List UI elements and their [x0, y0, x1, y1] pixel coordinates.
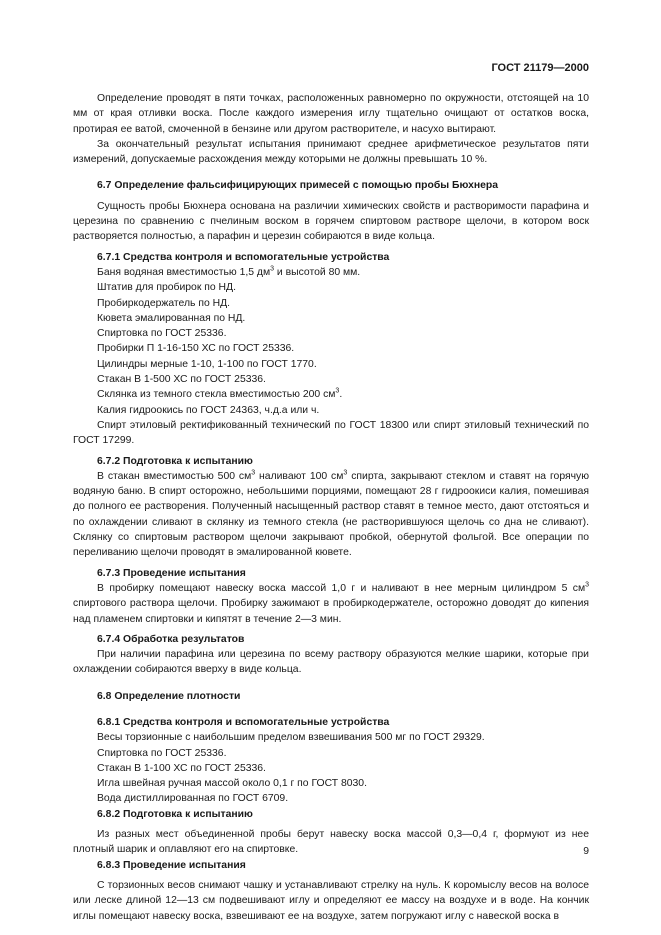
list-item: Цилиндры мерные 1-10, 1-100 по ГОСТ 1770.	[97, 358, 317, 370]
list-item: Спиртовка по ГОСТ 25336.	[97, 747, 227, 759]
list-item: Весы торзионные с наибольшим пределом взвешивания 500 мг по ГОСТ 29329.	[97, 732, 485, 744]
list-item: Пробирки П 1-16-150 ХС по ГОСТ 25336.	[97, 343, 295, 355]
list-item: Спирт этиловый ректификованный технический по ГОСТ 18300 или спирт этиловый технический по ГОСТ 17299.	[73, 419, 589, 447]
list-item: Кювета эмалированная по НД.	[97, 312, 246, 324]
section-heading-6-8-3: 6.8.3 Проведение испытания	[97, 859, 246, 871]
section-heading-6-8-1: 6.8.1 Средства контроля и вспомогательные устройства	[97, 716, 390, 728]
page-number: 9	[583, 846, 589, 857]
list-item: Спиртовка по ГОСТ 25336.	[97, 328, 227, 340]
list-item: Игла швейная ручная массой около 0,1 г по ГОСТ 8030.	[97, 778, 367, 790]
page-content	[73, 91, 589, 924]
list-item: Пробиркодержатель по НД.	[97, 297, 231, 309]
list-item: Штатив для пробирок по НД.	[97, 282, 236, 294]
list-item: Калия гидроокись по ГОСТ 24363, ч.д.а или ч.	[97, 404, 320, 416]
section-heading-6-8: 6.8 Определение плотности	[97, 690, 241, 702]
list-item: Склянка из темного стекла вместимостью 200 $см^3$.	[97, 387, 343, 401]
paragraph: С торзионных весов снимают чашку и устанавливают стрелку на нуль. К коромыслу весов на волосе или леске длиной 12—13 см подвешивают иглу и определяют ее массу на воздухе и в воде. На кончик иглы помещают навеску воска, взвешивают ее на воздухе, затем погружают иглу с навеской воска в	[73, 879, 589, 922]
section-heading-6-7-2: 6.7.2 Подготовка к испытанию	[97, 455, 253, 467]
list-item: Баня водяная вместимостью 1,5 $дм^3$ и высотой 80 мм.	[97, 265, 361, 278]
paragraph: Сущность пробы Бюхнера основана на различии химических свойств и растворимости парафина и церезина по сравнению с пчелиным воском в горячем спиртовом растворе щелочи, в котором воск растворяется полностью, а парафин и церезин собираются в виде кольца.	[73, 200, 589, 243]
paragraph: Из разных мест объединенной пробы берут навеску воска массой 0,3—0,4 г, формуют из нее плотный шарик и оплавляют его на спиртовке.	[73, 829, 589, 856]
section-heading-6-7: 6.7 Определение фальсифицирующих примесей с помощью пробы Бюхнера	[97, 180, 499, 192]
section-heading-6-7-3: 6.7.3 Проведение испытания	[97, 567, 246, 579]
list-item: Стакан В 1-500 ХС по ГОСТ 25336.	[97, 374, 266, 386]
document-header: ГОСТ 21179—2000	[491, 62, 589, 74]
paragraph: За окончательный результат испытания принимают среднее арифметическое результатов пяти измерений, допускаемые расхождения между которыми не должны превышать 10 %.	[73, 138, 589, 166]
list-item: Стакан В 1-100 ХС по ГОСТ 25336.	[97, 762, 266, 774]
paragraph: В пробирку помещают навеску воска массой 1,0 г и наливают в нее мерным цилиндром 5 $см^3$ спиртового раствора щелочи. Пробирку зажимают в пробиркодержателе, осторожно доводят до кипения над пламенем спиртовки и кипятят в течение 2—3 мин.	[73, 581, 589, 625]
section-heading-6-8-2: 6.8.2 Подготовка к испытанию	[97, 808, 253, 820]
paragraph: В стакан вместимостью 500 $см^3$ наливают 100 $см^3$ спирта, закрывают стеклом и ставят на горячую водяную баню. В спирт осторожно, небольшими порциями, помещают 28 г гидроокиси калия, помешивая до полного ее растворения. Полученный насыщенный раствор ставят в темное место, дают отстояться и по охлаждении сливают в склянку из темного стекла (не растворившуюся щелочь со дна не сливают). Склянку со спиртовым раствором щелочи закрывают пробкой, обернутой фольгой. Все операции по переливанию щелочи проводят в эмалированной кювете.	[73, 469, 590, 559]
section-heading-6-7-4: 6.7.4 Обработка результатов	[97, 633, 245, 645]
paragraph: Определение проводят в пяти точках, расположенных равномерно по окружности, отстоящей на 10 мм от края отливки воска. После каждого измерения иглу тщательно очищают от остатков воска, протирая ее ватой, смоченной в бензине или другом растворителе, и насухо вытирают.	[73, 93, 589, 135]
list-item: Вода дистиллированная по ГОСТ 6709.	[97, 793, 289, 805]
section-heading-6-7-1: 6.7.1 Средства контроля и вспомогательные устройства	[97, 251, 390, 263]
paragraph: При наличии парафина или церезина по всему раствору образуются мелкие шарики, которые при охлаждении собираются вверху в виде кольца.	[73, 649, 589, 676]
